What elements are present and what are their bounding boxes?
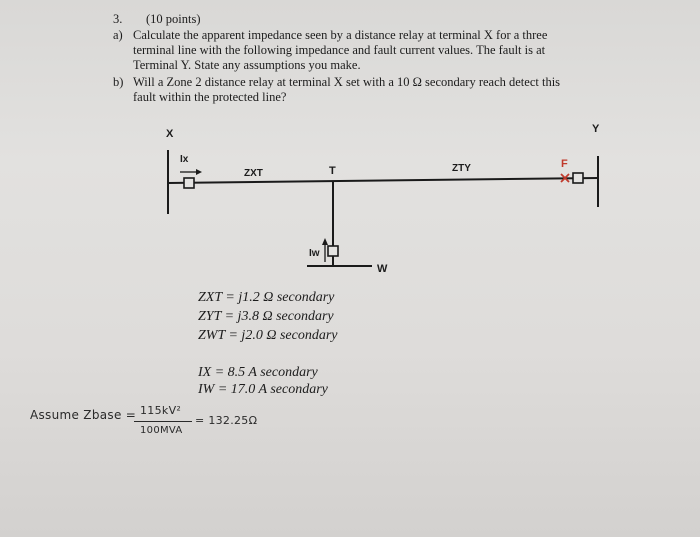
label-terminal-y: Y	[592, 123, 600, 135]
question-number: 3.	[113, 12, 123, 26]
iw-arrow-icon	[322, 238, 328, 262]
breaker-y	[573, 173, 583, 183]
label-zty: ZTY	[452, 163, 471, 174]
handwritten-fraction-bar	[134, 421, 192, 422]
question-points: (10 points)	[146, 12, 201, 26]
label-terminal-w: W	[377, 263, 388, 275]
label-fault-f: F	[561, 158, 568, 170]
part-b-line-1: Will a Zone 2 distance relay at terminal X set with a 10 Ω secondary reach detect this	[133, 75, 561, 89]
part-a-line-2: terminal line with the following impedance and fault current values. The fault is at	[133, 43, 546, 57]
part-a-line-1: Calculate the apparent impedance seen by a distance relay at terminal X for a three	[133, 28, 548, 42]
part-b-marker: b)	[113, 75, 124, 89]
value-iw: IW = 17.0 A secondary	[198, 382, 328, 397]
handwritten-result: = 132.25Ω	[195, 414, 258, 427]
breaker-w	[328, 246, 338, 256]
value-ix: IX = 8.5 A secondary	[198, 365, 318, 380]
label-terminal-x: X	[166, 128, 174, 140]
breaker-x	[184, 178, 194, 188]
label-zxt: ZXT	[244, 168, 263, 179]
handwritten-numerator: 115kV²	[140, 404, 182, 417]
part-a-marker: a)	[113, 28, 123, 42]
value-zxt: ZXT = j1.2 Ω secondary	[198, 290, 335, 305]
ix-arrow-icon	[180, 169, 202, 175]
label-ix: Ix	[180, 154, 189, 165]
line-x-y	[168, 178, 598, 183]
part-a-line-3: Terminal Y. State any assumptions you make.	[133, 58, 361, 72]
value-zwt: ZWT = j2.0 Ω secondary	[198, 328, 338, 343]
part-b-line-2: fault within the protected line?	[133, 90, 287, 104]
value-zyt: ZYT = j3.8 Ω secondary	[198, 309, 334, 324]
label-iw: Iw	[309, 248, 320, 259]
handwritten-assume: Assume Zbase =	[30, 408, 137, 422]
handwritten-denominator: 100MVA	[140, 425, 183, 436]
label-tap-t: T	[329, 165, 336, 177]
